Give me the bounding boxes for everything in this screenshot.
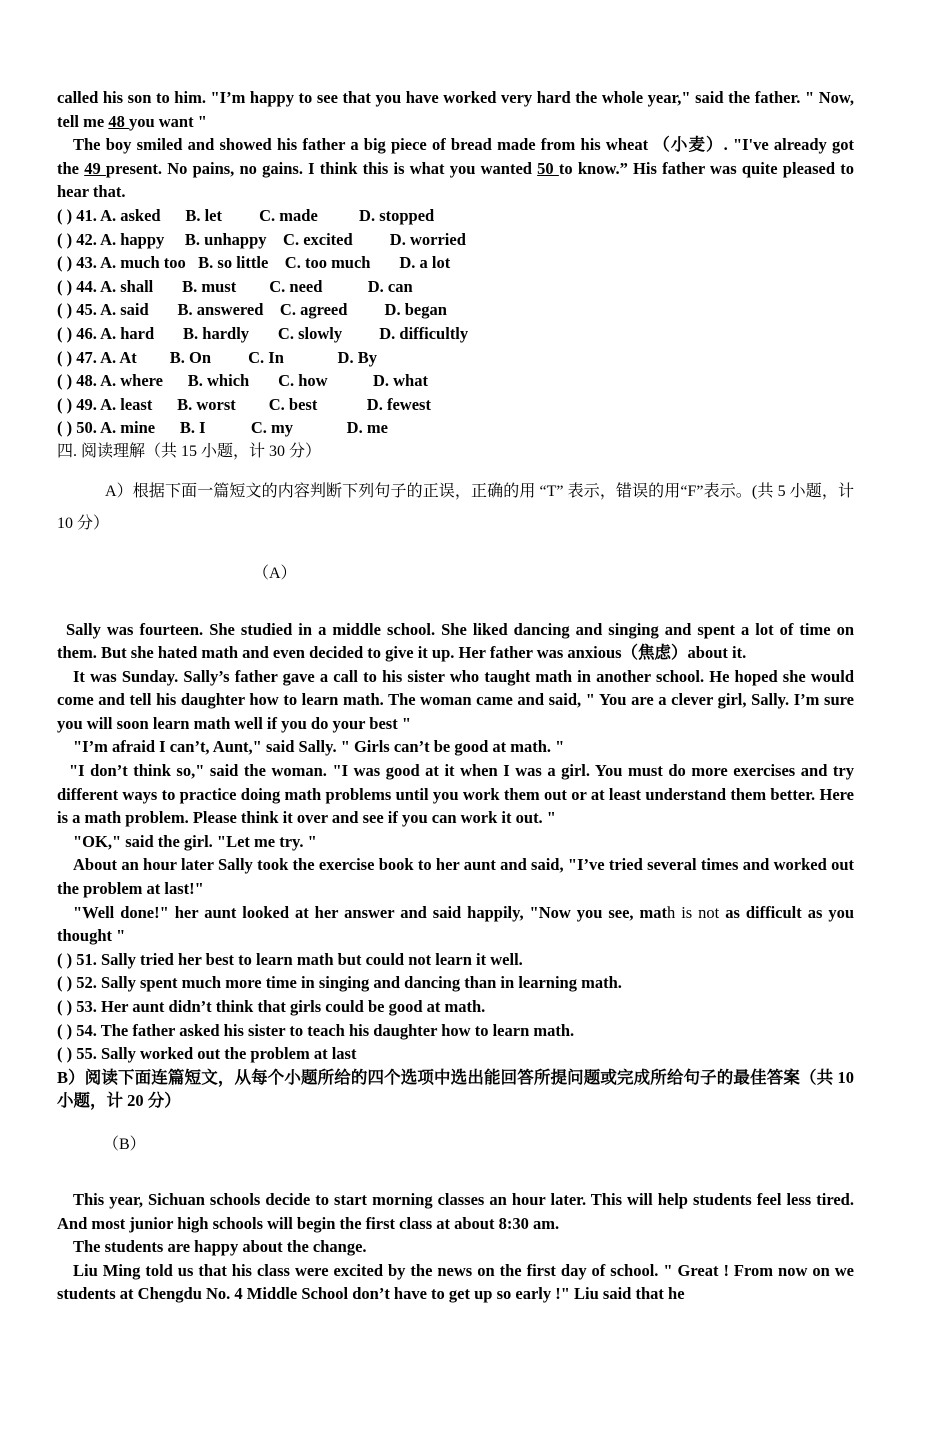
document-content — [57, 86, 854, 1306]
passage-a-paragraph: "I’m afraid I can’t, Aunt," said Sally. " Girls can’t be good at math. " — [73, 737, 565, 757]
passage-b-label: （B） — [103, 1135, 146, 1153]
option-row-44: ( ) 44. A. shall B. must C. need D. can — [57, 276, 413, 296]
passage-a-paragraph — [57, 901, 854, 948]
cloze-text: you want " — [128, 111, 207, 131]
passage-a-paragraph: About an hour later Sally took the exercise book to her aunt and said, "I’ve tried several times and worked out the problem at last!" — [57, 855, 854, 899]
option-row-47: ( ) 47. A. At B. On C. In D. By — [57, 347, 377, 367]
cloze-paragraph-1 — [57, 86, 854, 133]
question-51: ( ) 51. Sally tried her best to learn math but could not learn it well. — [57, 949, 523, 969]
question-55: ( ) 55. Sally worked out the problem at last — [57, 1044, 357, 1064]
true-false-questions — [57, 948, 854, 1066]
blank-49: 49 — [84, 158, 106, 178]
passage-a-paragraph: It was Sunday. Sally’s father gave a call to his sister who taught math in another school. He hoped she would come and tell his daughter how to learn math. The woman came and said, " You are a clever girl, Sally. I’m sure you will soon learn math well if you do your best " — [57, 666, 854, 733]
option-row-48: ( ) 48. A. where B. which C. how D. what — [57, 371, 428, 391]
cloze-options — [57, 204, 854, 440]
passage-a-paragraph: "OK," said the girl. "Let me try. " — [73, 831, 317, 851]
option-row-43: ( ) 43. A. much too B. so little C. too much D. a lot — [57, 253, 451, 273]
passage-b-paragraph: The students are happy about the change. — [73, 1237, 367, 1257]
passage-a — [57, 618, 854, 948]
question-54: ( ) 54. The father asked his sister to teach his daughter how to learn math. — [57, 1020, 575, 1040]
passage-a-text: "Well done!" her aunt looked at her answer and said happily, "Now you see, mat — [73, 902, 667, 922]
option-row-49: ( ) 49. A. least B. worst C. best D. fewest — [57, 394, 431, 414]
cloze-text: The boy smiled and showed his father a big piece of bread made from his wheat （小麦）. "I've already got the — [57, 135, 854, 178]
part-a-instruction: A）根据下面一篇短文的内容判断下列句子的正误，正确的用 “T” 表示，错误的用“F”表示。(共 5 小题，计 10 分） — [57, 482, 854, 532]
passage-a-paragraph: Sally was fourteen. She studied in a middle school. She liked dancing and singing and spent a lot of time on them. But she hated math and even decided to give it up. Her father was anxious（焦虑）about it. — [57, 619, 854, 663]
passage-b — [57, 1188, 854, 1306]
passage-b-paragraph: This year, Sichuan schools decide to start morning classes an hour later. This will help students feel less tired. And most junior high schools will begin the first class at about 8:30 am. — [57, 1189, 854, 1233]
question-52: ( ) 52. Sally spent much more time in singing and dancing than in learning math. — [57, 973, 622, 993]
option-row-46: ( ) 46. A. hard B. hardly C. slowly D. difficultly — [57, 323, 469, 343]
passage-a-paragraph: "I don’t think so," said the woman. "I was good at it when I was a girl. You must do more exercises and try different ways to practice doing math problems until you work them out or at least understand them better. Here is a math problem. Please think it over and see if you can work it out. " — [57, 761, 854, 828]
option-row-41: ( ) 41. A. asked B. let C. made D. stopped — [57, 205, 435, 225]
cloze-text: to know.” His father was quite pleased to hear that. — [57, 158, 855, 202]
passage-b-paragraph: Liu Ming told us that his class were excited by the news on the first day of school. " Great ! From now on we students at Chengdu No. 4 Middle School don’t have to get up so early !" Liu said that he — [57, 1260, 854, 1304]
cloze-paragraph-2 — [57, 133, 854, 204]
option-row-42: ( ) 42. A. happy B. unhappy C. excited D. worried — [57, 229, 466, 249]
option-row-50: ( ) 50. A. mine B. I C. my D. me — [57, 418, 388, 438]
passage-a-text: as difficult as you thought " — [57, 902, 854, 946]
part-b-instruction: B）阅读下面连篇短文，从每个小题所给的四个选项中选出能回答所提问题或完成所给句子的最佳答案（共 10 小题，计 20 分） — [57, 1067, 854, 1111]
section-title: 四. 阅读理解（共 15 小题，计 30 分） — [57, 442, 322, 460]
option-row-45: ( ) 45. A. said B. answered C. agreed D. began — [57, 300, 447, 320]
blank-50: 50 — [537, 158, 559, 178]
cloze-text: father. " Now, tell me — [57, 88, 854, 131]
question-53: ( ) 53. Her aunt didn’t think that girls could be good at math. — [57, 997, 486, 1016]
blank-48: 48 — [108, 111, 129, 131]
passage-a-label: （A） — [253, 564, 297, 582]
passage-a-text: h is not — [667, 902, 720, 922]
cloze-text: called his son to him. "I’m happy to see that you have worked very hard the whole year," said the — [57, 88, 751, 107]
cloze-text: present. No pains, no gains. I think this is what you wanted — [105, 158, 538, 178]
